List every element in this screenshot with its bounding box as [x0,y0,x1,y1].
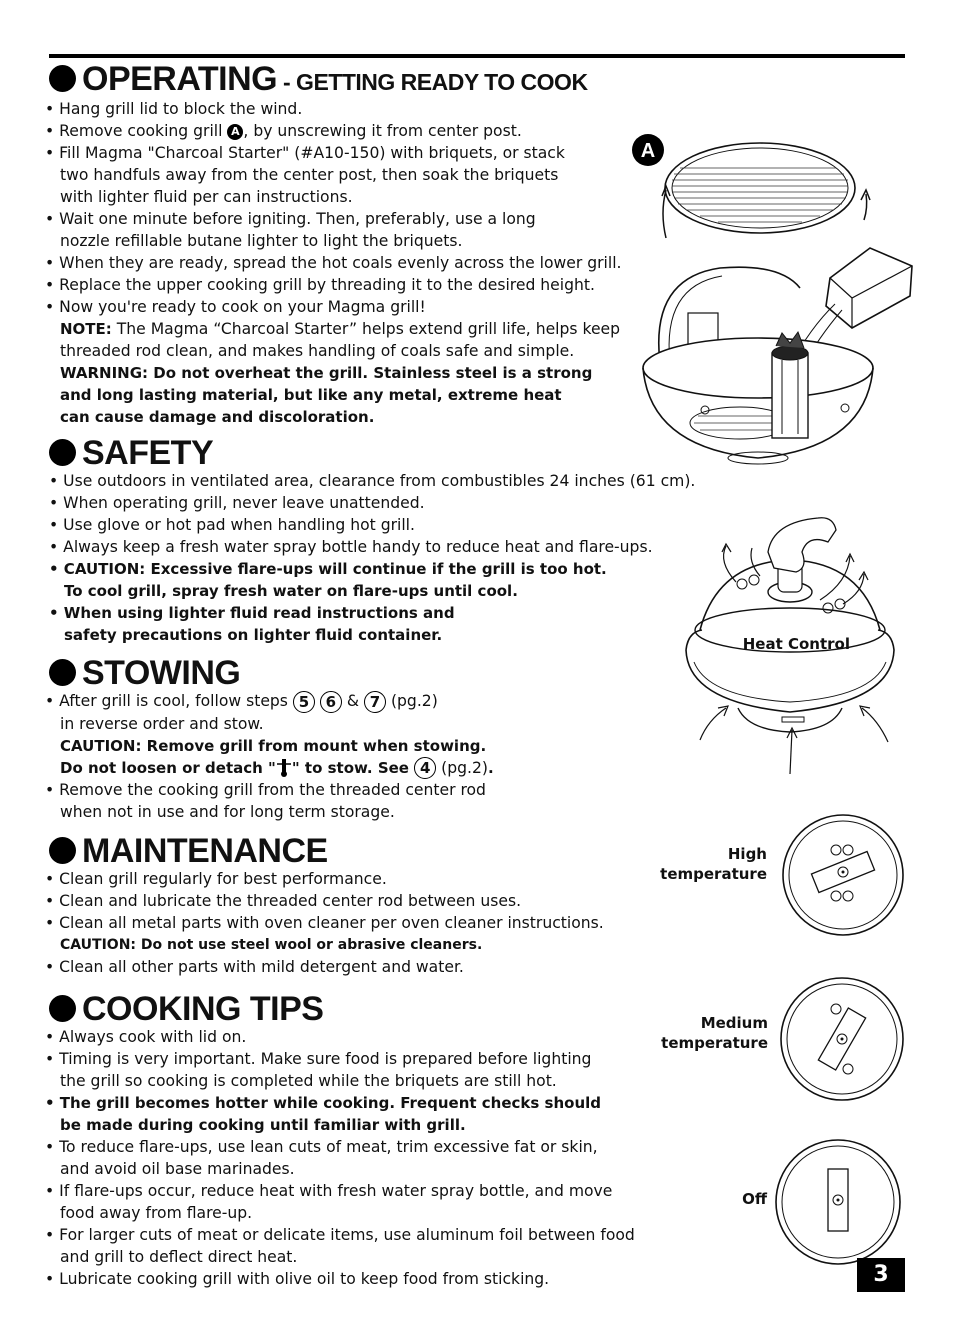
cooking-tips-heading: COOKING TIPS [49,990,323,1029]
bullet: • Always cook with lid on. [45,1028,247,1046]
page-number: 3 [857,1258,905,1292]
operating-body: • Hang grill lid to block the wind. • Remove cooking grill A , by unscrewing it from center post. • Fill Magma "Charcoal Starter" (#A10-150) with briquets, or stack two handfuls away from the center post, then soak the briquets with lighter fluid per can instructions. • Wait one minute before igniting. Then, preferably, use a long nozzle refillable butane lighter to light the briquets. • When they are ready, spread the hot coals evenly across the lower grill. • Replace the upper cooking grill by threading it to the desired height. • Now you're ready to cook on your Magma grill! NOTE: The Magma “Charcoal Starter” helps extend grill life, helps keep threaded rod clean, and makes handling of coals safe and simple. WARNING: Do not overheat the grill. Stainless steel is a strong and long lasting material, but like any metal, extreme heat can cause damage and discoloration. [45,100,622,426]
bullet: • Use outdoors in ventilated area, clearance from combustibles 24 inches (61 cm). [49,472,696,490]
off-label: Off [742,1190,767,1208]
medium-temperature-label: Medium temperature [661,1014,768,1052]
caution: • CAUTION: Excessive flare-ups will continue if the grill is too hot. [49,560,607,578]
bullet: • Clean all other parts with mild detergent and water. [45,958,464,976]
mount-knob-icon [276,758,292,778]
operating-subtitle: - GETTING READY TO COOK [277,69,588,95]
high-temperature-label: High temperature [660,845,767,883]
bullet: • Hang grill lid to block the wind. [45,100,303,118]
dial-medium-temperature-icon [778,975,906,1103]
heading-bullet-icon [49,995,76,1022]
maintenance-body [45,868,604,978]
heading-bullet-icon [49,659,76,686]
caution: • The grill becomes hotter while cooking. Frequent checks should [45,1094,601,1112]
bullet: • Remove the cooking grill from the threaded center rod [45,781,486,799]
note: NOTE: The Magma “Charcoal Starter” helps extend grill life, helps keep [60,320,621,338]
warning: WARNING: Do not overheat the grill. Stainless steel is a strong [60,364,593,382]
top-rule [49,54,905,58]
maintenance-heading: MAINTENANCE [49,832,328,871]
safety-heading: SAFETY [49,434,213,473]
bullet: • Timing is very important. Make sure food is prepared before lighting [45,1050,592,1068]
caution: CAUTION: Do not use steel wool or abrasive cleaners. [60,937,483,953]
step-5-icon: 5 [293,691,315,713]
safety-body: • Use outdoors in ventilated area, clearance from combustibles 24 inches (61 cm). • When operating grill, never leave unattended. • Use glove or hot pad when handling hot grill. • Always keep a fresh water spray bottle handy to reduce heat and flare-ups. • CAUTION: Excessive flare-ups will continue if the grill is too hot. To cool grill, spray fresh water on flare-ups until cool. • When using lighter fluid read instructions and safety precautions on lighter fluid container. [49,472,696,644]
operating-heading: OPERATING - GETTING READY TO COOK [49,60,588,99]
stowing-heading: STOWING [49,654,240,693]
svg-text:A: A [640,140,656,162]
bullet: • Fill Magma "Charcoal Starter" (#A10-150) with briquets, or stack [45,144,565,162]
heading-bullet-icon [49,439,76,466]
dial-off-icon [773,1137,903,1267]
heat-control-label: Heat Control [742,635,850,653]
bullet: • Clean and lubricate the threaded center rod between uses. [45,892,522,910]
bullet: • Now you're ready to cook on your Magma grill! [45,298,426,316]
step-4-icon: 4 [414,757,436,779]
bullet: • Remove cooking grill A , by unscrewing it from center post. [45,122,522,140]
callout-a-badge: A [227,124,243,140]
heading-bullet-icon [49,837,76,864]
dial-high-temperature-icon [780,812,906,938]
bullet: • Clean all metal parts with oven cleaner per oven cleaner instructions. [45,914,604,932]
bullet: • Replace the upper cooking grill by threading it to the desired height. [45,276,595,294]
bullet: • To reduce flare-ups, use lean cuts of meat, trim excessive fat or skin, [45,1138,598,1156]
step-7-icon: 7 [364,691,386,713]
caution: CAUTION: Remove grill from mount when stowing. [60,736,487,755]
bullet: • Use glove or hot pad when handling hot grill. [49,516,415,534]
bullet: • When operating grill, never leave unattended. [49,494,425,512]
bullet: • Clean grill regularly for best performance. [45,870,387,888]
cooking-tips-body: • Always cook with lid on. • Timing is very important. Make sure food is prepared before lighting the grill so cooking is completed while the briquets are still hot. • The grill becomes hotter while cooking. Frequent checks should be made during cooking until familiar with grill. • To reduce flare-ups, use lean cuts of meat, trim excessive fat or skin, and avoid oil base marinades. • If flare-ups occur, reduce heat with fresh water spray bottle, and move food away from flare-up. • For larger cuts of meat or delicate items, use aluminum foil between food and grill to deflect direct heat. • Lubricate cooking grill with olive oil to keep food from sticking. [45,1028,635,1288]
caution: • When using lighter fluid read instructions and [49,604,455,622]
bullet: • If flare-ups occur, reduce heat with fresh water spray bottle, and move [45,1182,613,1200]
bullet: • For larger cuts of meat or delicate items, use aluminum foil between food [45,1226,635,1244]
stowing-body: • After grill is cool, follow steps 5 6 & 7 (pg.2) in reverse order and stow. CAUTION: Remove grill from mount when stowing. Do not loosen or detach " " to stow. See 4 (pg.2). • Remove the cooking grill from the threaded center rod when not in use and for long term storage. [45,692,494,821]
bullet: • Wait one minute before igniting. Then, preferably, use a long [45,210,536,228]
grill-assembly-illustration [630,128,920,473]
bullet: • Lubricate cooking grill with olive oil to keep food from sticking. [45,1270,550,1288]
bullet: • When they are ready, spread the hot coals evenly across the lower grill. [45,254,622,272]
bullet: • After grill is cool, follow steps 5 6 & 7 (pg.2) [45,692,438,711]
bullet: • Always keep a fresh water spray bottle handy to reduce heat and flare-ups. [49,538,653,556]
heading-bullet-icon [49,65,76,92]
step-6-icon: 6 [320,691,342,713]
